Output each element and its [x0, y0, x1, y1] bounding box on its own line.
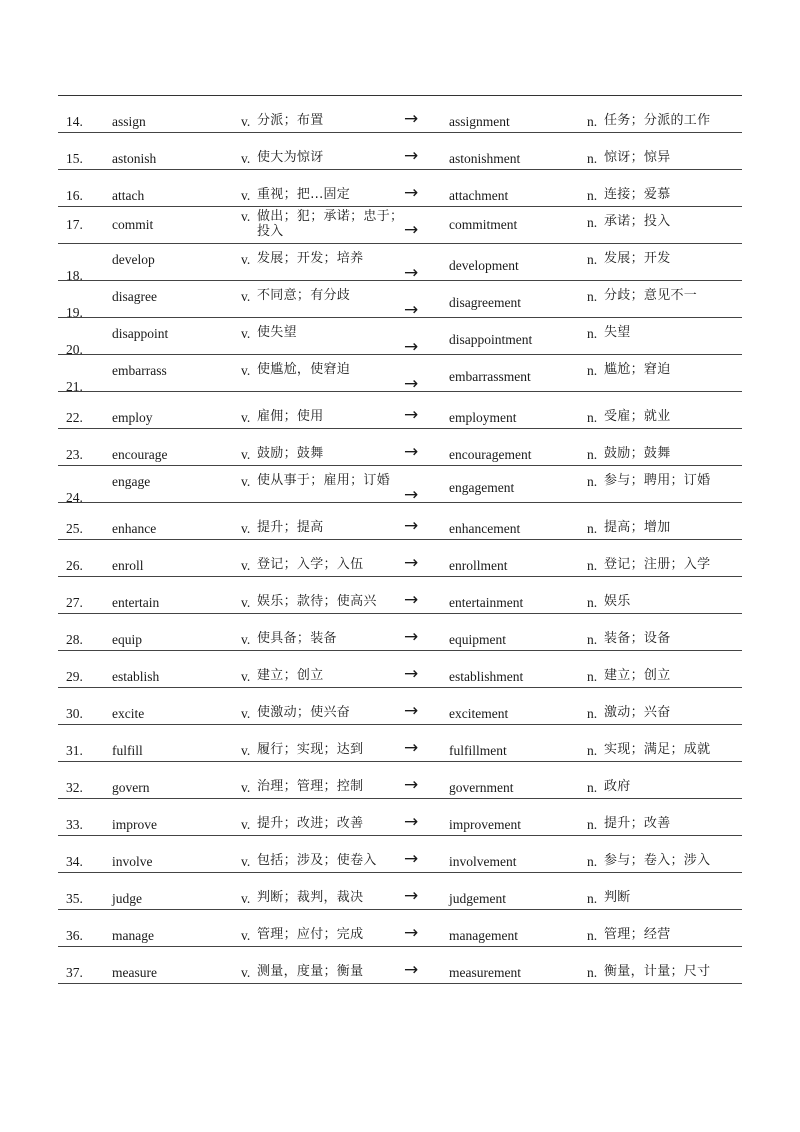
table-row — [58, 133, 742, 170]
noun-word: excitement — [449, 706, 509, 721]
row-number: 37. — [66, 965, 83, 980]
noun-pos: n. — [587, 669, 598, 684]
right-arrow-icon: → — [404, 701, 419, 721]
right-arrow-icon: → — [404, 516, 419, 536]
verb-meaning: 做出；犯；承诺；忠于；投入 — [257, 209, 404, 239]
verb-pos: v. — [241, 743, 251, 758]
row-number: 14. — [66, 114, 83, 129]
verb-pos: v. — [241, 928, 251, 943]
verb-meaning: 管理；应付；完成 — [257, 927, 364, 942]
row-number: 17. — [66, 217, 83, 232]
verb-pos: v. — [241, 252, 251, 267]
noun-word: commitment — [449, 217, 518, 232]
right-arrow-icon: → — [404, 405, 419, 425]
noun-word: government — [449, 780, 514, 795]
noun-word: astonishment — [449, 151, 521, 166]
noun-word: involvement — [449, 854, 517, 869]
table-row — [58, 725, 742, 762]
right-arrow-icon: → — [404, 590, 419, 610]
verb-word: develop — [112, 252, 155, 267]
noun-meaning: 连接；爱慕 — [604, 187, 671, 202]
noun-pos: n. — [587, 410, 598, 425]
noun-pos: n. — [587, 558, 598, 573]
noun-word: encouragement — [449, 447, 532, 462]
verb-meaning: 测量，度量；衡量 — [257, 964, 364, 979]
right-arrow-icon: → — [404, 849, 419, 869]
noun-pos: n. — [587, 289, 598, 304]
right-arrow-icon: → — [404, 812, 419, 832]
row-number: 33. — [66, 817, 83, 832]
row-number: 32. — [66, 780, 83, 795]
verb-word: commit — [112, 217, 154, 232]
table-row — [58, 207, 742, 244]
noun-meaning: 提高；增加 — [604, 520, 671, 535]
table-row — [58, 651, 742, 688]
verb-word: employ — [112, 410, 153, 425]
noun-word: entertainment — [449, 595, 524, 610]
verb-word: disappoint — [112, 326, 169, 341]
verb-pos: v. — [241, 410, 251, 425]
noun-meaning: 分歧；意见不一 — [604, 288, 698, 303]
verb-pos: v. — [241, 854, 251, 869]
noun-pos: n. — [587, 474, 598, 489]
table-row — [58, 318, 742, 355]
verb-word: enhance — [112, 521, 157, 536]
noun-meaning: 受雇；就业 — [604, 409, 671, 424]
verb-pos: v. — [241, 114, 251, 129]
table-row — [58, 281, 742, 318]
noun-word: disagreement — [449, 295, 521, 310]
verb-meaning: 提升；改进；改善 — [257, 816, 364, 831]
right-arrow-icon: → — [404, 109, 419, 129]
table-row — [58, 392, 742, 429]
right-arrow-icon: → — [404, 220, 419, 240]
verb-word: govern — [112, 780, 150, 795]
table-row — [58, 170, 742, 207]
verb-meaning: 使具备；装备 — [257, 631, 337, 646]
verb-meaning: 判断；裁判，裁决 — [257, 890, 364, 905]
verb-pos: v. — [241, 669, 251, 684]
right-arrow-icon: → — [404, 442, 419, 462]
verb-word: improve — [112, 817, 157, 832]
verb-pos: v. — [241, 780, 251, 795]
verb-pos: v. — [241, 363, 251, 378]
noun-meaning: 激动；兴奋 — [604, 705, 671, 720]
table-row — [58, 910, 742, 947]
right-arrow-icon: → — [404, 627, 419, 647]
verb-pos: v. — [241, 817, 251, 832]
row-number: 16. — [66, 188, 83, 203]
right-arrow-icon: → — [404, 886, 419, 906]
table-row — [58, 355, 742, 392]
row-number: 27. — [66, 595, 83, 610]
verb-pos: v. — [241, 474, 251, 489]
table-row — [58, 947, 742, 984]
noun-meaning: 提升；改善 — [604, 816, 671, 831]
verb-meaning: 雇佣；使用 — [257, 409, 324, 424]
verb-meaning: 使尴尬，使窘迫 — [257, 362, 351, 377]
right-arrow-icon: → — [404, 738, 419, 758]
table-row — [58, 540, 742, 577]
row-number: 18. — [66, 268, 83, 283]
table-body — [58, 96, 742, 984]
noun-meaning: 建立；创立 — [604, 668, 671, 683]
right-arrow-icon: → — [404, 183, 419, 203]
noun-meaning: 政府 — [604, 779, 631, 794]
row-number: 21. — [66, 379, 83, 394]
noun-pos: n. — [587, 854, 598, 869]
noun-meaning: 衡量，计量；尺寸 — [604, 964, 711, 979]
noun-word: development — [449, 258, 519, 273]
verb-meaning: 登记；入学；入伍 — [257, 557, 364, 572]
noun-word: improvement — [449, 817, 521, 832]
row-number: 34. — [66, 854, 83, 869]
noun-word: enhancement — [449, 521, 521, 536]
noun-word: fulfillment — [449, 743, 507, 758]
verb-pos: v. — [241, 326, 251, 341]
noun-meaning: 装备；设备 — [604, 631, 671, 646]
noun-meaning: 实现；满足；成就 — [604, 742, 711, 757]
noun-word: measurement — [449, 965, 521, 980]
row-number: 15. — [66, 151, 83, 166]
verb-meaning: 分派；布置 — [257, 113, 324, 128]
noun-pos: n. — [587, 965, 598, 980]
table-row — [58, 688, 742, 725]
noun-pos: n. — [587, 780, 598, 795]
verb-word: entertain — [112, 595, 160, 610]
noun-meaning: 惊讶；惊异 — [604, 150, 671, 165]
noun-pos: n. — [587, 706, 598, 721]
right-arrow-icon: → — [404, 337, 419, 357]
table-row — [58, 96, 742, 133]
verb-meaning: 提升；提高 — [257, 520, 324, 535]
noun-word: engagement — [449, 480, 515, 495]
noun-pos: n. — [587, 363, 598, 378]
noun-meaning: 判断 — [604, 890, 631, 905]
noun-word: employment — [449, 410, 517, 425]
noun-pos: n. — [587, 743, 598, 758]
noun-word: equipment — [449, 632, 506, 647]
noun-pos: n. — [587, 928, 598, 943]
row-number: 30. — [66, 706, 83, 721]
table-row — [58, 873, 742, 910]
table-row — [58, 503, 742, 540]
table-row — [58, 466, 742, 503]
verb-pos: v. — [241, 595, 251, 610]
verb-word: encourage — [112, 447, 168, 462]
verb-word: involve — [112, 854, 153, 869]
noun-pos: n. — [587, 188, 598, 203]
verb-meaning: 履行；实现；达到 — [257, 742, 364, 757]
verb-pos: v. — [241, 706, 251, 721]
verb-word: equip — [112, 632, 142, 647]
noun-word: disappointment — [449, 332, 533, 347]
row-number: 19. — [66, 305, 83, 320]
noun-meaning: 发展；开发 — [604, 251, 671, 266]
right-arrow-icon: → — [404, 485, 419, 505]
noun-meaning: 任务；分派的工作 — [604, 113, 711, 128]
verb-pos: v. — [241, 209, 251, 224]
verb-word: assign — [112, 114, 146, 129]
verb-word: judge — [112, 891, 142, 906]
vocabulary-table — [58, 95, 742, 984]
verb-meaning: 不同意；有分歧 — [257, 288, 351, 303]
right-arrow-icon: → — [404, 374, 419, 394]
verb-pos: v. — [241, 151, 251, 166]
right-arrow-icon: → — [404, 923, 419, 943]
table-row — [58, 429, 742, 466]
verb-word: enroll — [112, 558, 144, 573]
verb-pos: v. — [241, 891, 251, 906]
noun-pos: n. — [587, 326, 598, 341]
row-number: 20. — [66, 342, 83, 357]
table-row — [58, 244, 742, 281]
noun-meaning: 承诺；投入 — [604, 214, 671, 229]
row-number: 36. — [66, 928, 83, 943]
verb-pos: v. — [241, 447, 251, 462]
noun-pos: n. — [587, 447, 598, 462]
noun-meaning: 尴尬；窘迫 — [604, 362, 671, 377]
noun-meaning: 参与；聘用；订婚 — [604, 473, 711, 488]
verb-meaning: 娱乐；款待；使高兴 — [257, 594, 377, 609]
verb-word: excite — [112, 706, 145, 721]
verb-meaning: 鼓励；鼓舞 — [257, 446, 324, 461]
noun-meaning: 娱乐 — [604, 594, 631, 609]
verb-meaning: 使大为惊讶 — [257, 150, 324, 165]
noun-pos: n. — [587, 151, 598, 166]
row-number: 31. — [66, 743, 83, 758]
verb-pos: v. — [241, 558, 251, 573]
verb-word: establish — [112, 669, 160, 684]
verb-word: astonish — [112, 151, 157, 166]
noun-pos: n. — [587, 252, 598, 267]
row-number: 23. — [66, 447, 83, 462]
verb-pos: v. — [241, 521, 251, 536]
noun-word: enrollment — [449, 558, 508, 573]
right-arrow-icon: → — [404, 664, 419, 684]
verb-pos: v. — [241, 289, 251, 304]
verb-word: manage — [112, 928, 154, 943]
right-arrow-icon: → — [404, 263, 419, 283]
table-row — [58, 799, 742, 836]
row-number: 26. — [66, 558, 83, 573]
noun-word: embarrassment — [449, 369, 531, 384]
verb-meaning: 建立；创立 — [257, 668, 324, 683]
row-number: 25. — [66, 521, 83, 536]
table-row — [58, 577, 742, 614]
noun-meaning: 登记；注册；入学 — [604, 557, 711, 572]
noun-meaning: 鼓励；鼓舞 — [604, 446, 671, 461]
noun-meaning: 管理；经营 — [604, 927, 671, 942]
noun-meaning: 参与；卷入；涉入 — [604, 853, 711, 868]
noun-pos: n. — [587, 632, 598, 647]
right-arrow-icon: → — [404, 960, 419, 980]
verb-pos: v. — [241, 965, 251, 980]
verb-word: fulfill — [112, 743, 143, 758]
right-arrow-icon: → — [404, 300, 419, 320]
verb-word: attach — [112, 188, 145, 203]
noun-word: attachment — [449, 188, 509, 203]
row-number: 35. — [66, 891, 83, 906]
row-number: 29. — [66, 669, 83, 684]
verb-word: engage — [112, 474, 151, 489]
verb-word: measure — [112, 965, 157, 980]
verb-word: disagree — [112, 289, 157, 304]
verb-pos: v. — [241, 632, 251, 647]
noun-pos: n. — [587, 215, 598, 230]
noun-pos: n. — [587, 114, 598, 129]
table-row — [58, 836, 742, 873]
verb-meaning: 使激动；使兴奋 — [257, 705, 351, 720]
noun-word: establishment — [449, 669, 524, 684]
right-arrow-icon: → — [404, 553, 419, 573]
verb-meaning: 包括；涉及；使卷入 — [257, 853, 377, 868]
noun-meaning: 失望 — [604, 325, 631, 340]
right-arrow-icon: → — [404, 775, 419, 795]
noun-pos: n. — [587, 595, 598, 610]
noun-pos: n. — [587, 817, 598, 832]
noun-pos: n. — [587, 891, 598, 906]
table-row — [58, 762, 742, 799]
verb-word: embarrass — [112, 363, 167, 378]
noun-word: management — [449, 928, 518, 943]
row-number: 24. — [66, 490, 83, 505]
noun-word: judgement — [449, 891, 506, 906]
verb-meaning: 发展；开发；培养 — [257, 251, 364, 266]
verb-meaning: 使失望 — [257, 325, 297, 340]
right-arrow-icon: → — [404, 146, 419, 166]
verb-meaning: 使从事于；雇用；订婚 — [257, 473, 391, 488]
verb-pos: v. — [241, 188, 251, 203]
noun-pos: n. — [587, 521, 598, 536]
row-number: 22. — [66, 410, 83, 425]
verb-meaning: 重视；把...固定 — [257, 187, 351, 202]
noun-word: assignment — [449, 114, 510, 129]
verb-meaning: 治理；管理；控制 — [257, 779, 364, 794]
table-row — [58, 614, 742, 651]
row-number: 28. — [66, 632, 83, 647]
